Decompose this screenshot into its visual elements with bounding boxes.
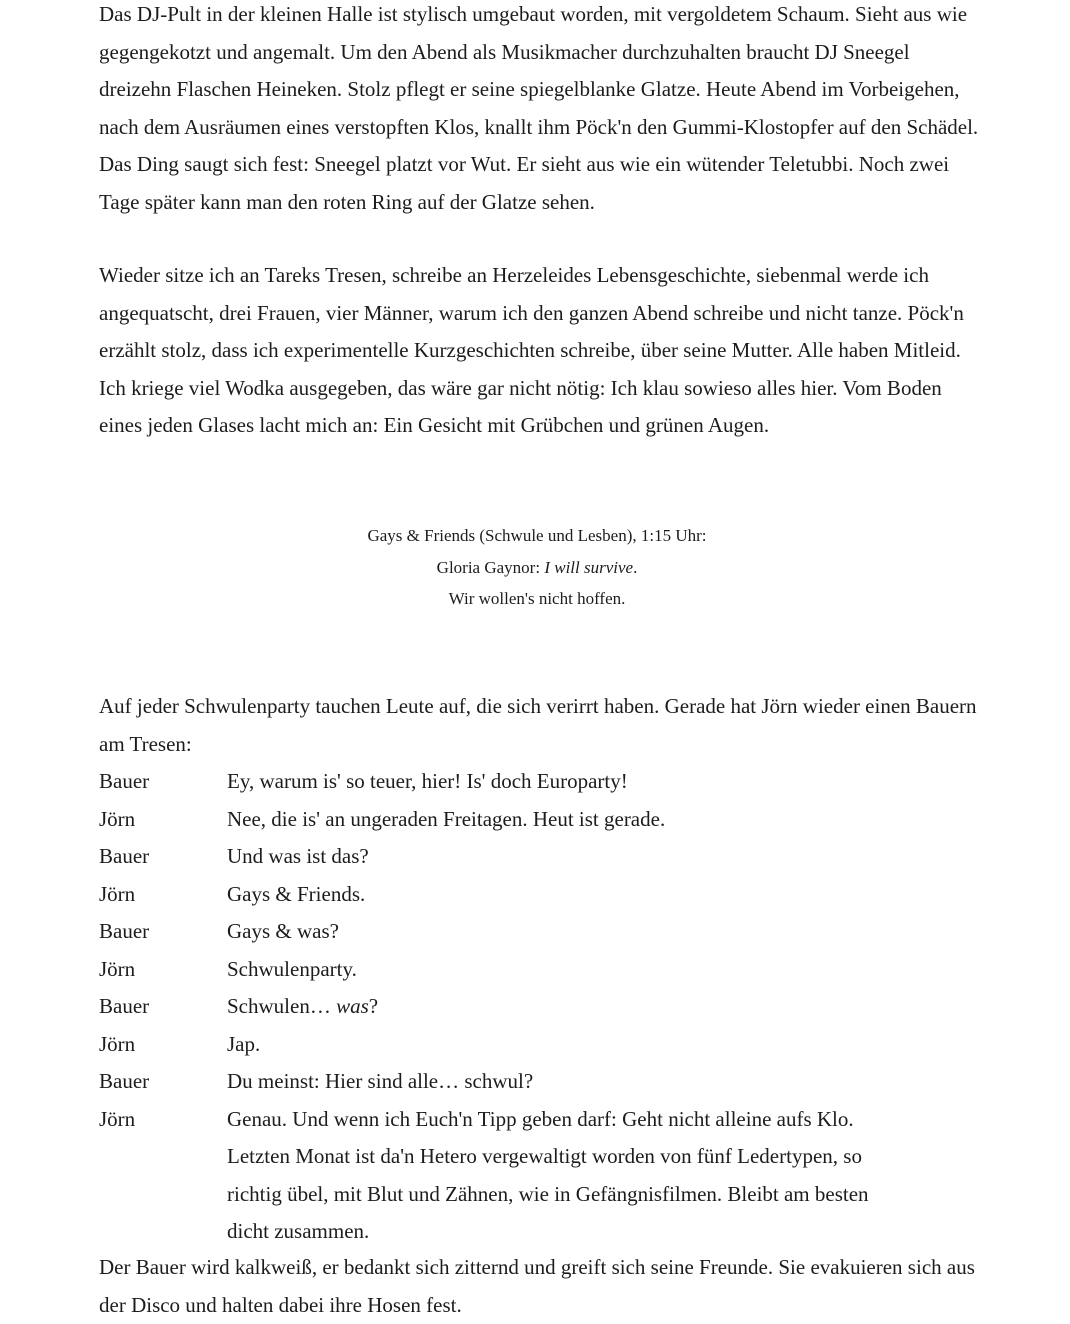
dialogue-line (99, 951, 979, 989)
dialogue-text-prefix: Schwulen… (227, 994, 337, 1018)
dialogue-text: Du meinst: Hier sind alle… schwul? (227, 1069, 534, 1093)
dialogue-speaker: Bauer (99, 919, 150, 943)
dialogue-line (99, 876, 979, 914)
dialogue-text-emphasis: was (336, 994, 369, 1018)
interlude-song-artist: Gloria Gaynor: (436, 557, 545, 577)
dialogue-speaker: Jörn (99, 956, 136, 981)
dialogue-text: Gays & was? (227, 919, 339, 943)
paragraph-bauer-flucht: Der Bauer wird kalkweiß, er bedankt sich zitternd und greift sich seine Freunde. Sie evakuieren sich aus der Disco und halten dabei ihre Hosen fest. (99, 1255, 975, 1317)
dialogue-text-suffix: ? (368, 994, 379, 1018)
dialogue-text: Ey, warum is' so teuer, hier! Is' doch Europarty! (227, 769, 628, 793)
interlude-song-suffix: . (633, 557, 638, 577)
dialogue-line (99, 1063, 979, 1101)
paragraph-dj-pult: Das DJ-Pult in der kleinen Halle ist stylisch umgebaut worden, mit vergoldetem Schaum. Sieht aus wie gegengekotzt und angemalt. Um den Abend als Musikmacher durchzuhalten braucht DJ Sneegel dreizehn Flaschen Heineken. Stolz pflegt er seine spiegelblanke Glatze. Heute Abend im Vorbeigehen, nach dem Ausräumen eines verstopften Klos, knallt ihm Pöck'n den Gummi-Klostopfer auf den Schädel. Das Ding saugt sich fest: Sneegel platzt vor Wut. Er sieht aus wie ein wütender Teletubbi. Noch zwei Tage später kann man den roten Ring auf der Glatze sehen. (99, 2, 979, 214)
interlude-song-title: I will survive (544, 557, 634, 577)
interlude-comment: Wir wollen's nicht hoffen. (448, 589, 626, 608)
paragraph-tresen: Wieder sitze ich an Tareks Tresen, schreibe an Herzeleides Lebensgeschichte, siebenmal werde ich angequatscht, drei Frauen, vier Männer, warum ich den ganzen Abend schreibe und nicht tanze. Pöck'n erzählt stolz, dass ich experimentelle Kurzgeschichten schreibe, über seine Mutter. Alle haben Mitleid. Ich kriege viel Wodka ausgegeben, das wäre gar nicht nötig: Ich klau sowieso alles hier. Vom Boden eines jeden Glases lacht mich an: Ein Gesicht mit Grübchen und grünen Augen. (99, 263, 964, 437)
interlude-block (99, 520, 975, 615)
dialogue-text: Nee, die is' an ungeraden Freitagen. Heut ist gerade. (227, 806, 666, 831)
dialogue-text (227, 988, 907, 1026)
dialogue-line (99, 913, 979, 951)
dialogue-text: Und was ist das? (227, 844, 369, 868)
dialogue-speaker: Jörn (99, 1031, 136, 1056)
dialogue-speaker: Bauer (99, 769, 150, 793)
dialogue-speaker: Bauer (99, 844, 150, 868)
dialogue-text: Schwulenparty. (227, 956, 357, 981)
interlude-song (99, 552, 975, 584)
dialogue-speaker: Jörn (99, 1106, 136, 1131)
paragraph-schwulenparty: Auf jeder Schwulenparty tauchen Leute auf, die sich verirrt haben. Gerade hat Jörn wieder einen Bauern am Tresen: (99, 694, 977, 756)
dialogue-line (99, 801, 979, 839)
dialogue-line (99, 1026, 979, 1064)
dialogue-line (99, 1101, 979, 1251)
dialogue-line (99, 838, 979, 876)
dialogue-block (99, 763, 979, 1251)
dialogue-line (99, 763, 979, 801)
interlude-heading: Gays & Friends (Schwule und Lesben), 1:15 Uhr: (367, 526, 707, 545)
dialogue-speaker: Jörn (99, 881, 136, 906)
dialogue-text: Gays & Friends. (227, 881, 366, 906)
dialogue-text: Genau. Und wenn ich Euch'n Tipp geben darf: Geht nicht alleine aufs Klo. Letzten Monat ist da'n Hetero vergewaltigt worden von fünf Ledertypen, so richtig übel, mit Blut und Zähnen, wie in Gefängnisfilmen. Bleibt am besten dicht zusammen. (227, 1106, 869, 1243)
dialogue-speaker: Bauer (99, 1069, 150, 1093)
dialogue-text: Jap. (227, 1031, 261, 1056)
dialogue-speaker: Bauer (99, 994, 150, 1018)
dialogue-line (99, 988, 979, 1026)
dialogue-speaker: Jörn (99, 806, 136, 831)
